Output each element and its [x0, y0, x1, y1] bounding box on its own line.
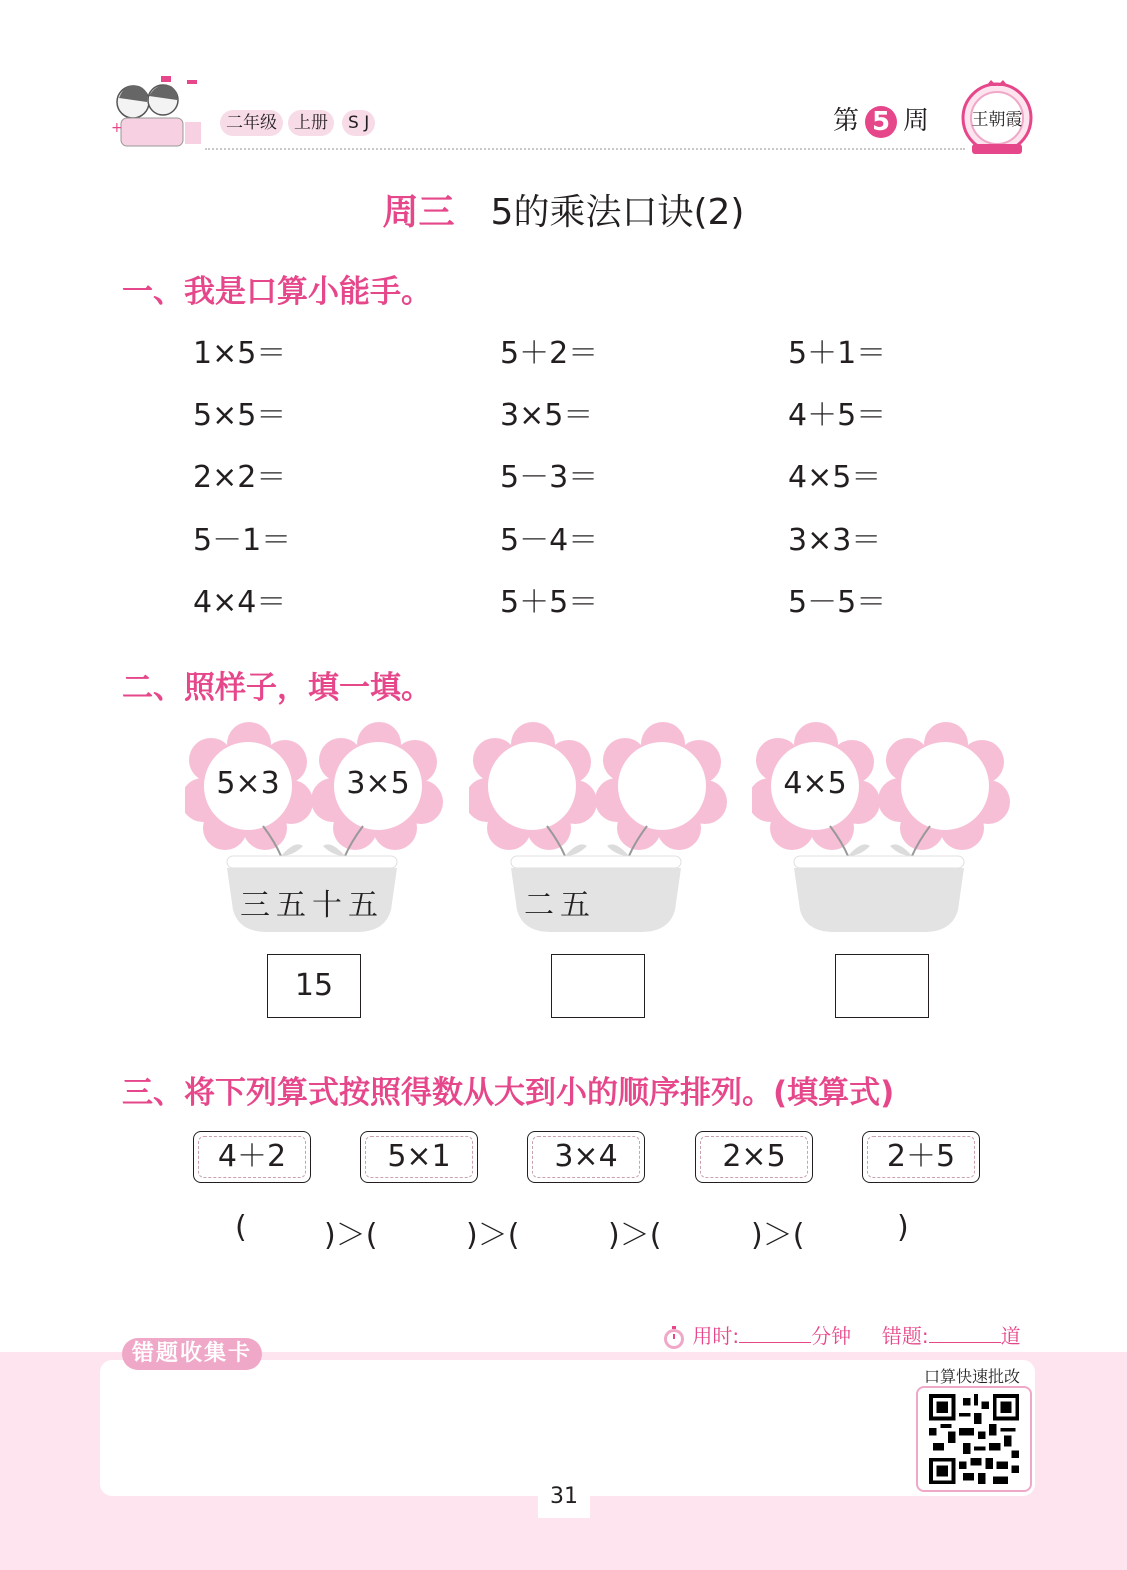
answer-box[interactable]: 15	[267, 954, 361, 1018]
title-topic: 5的乘法口诀(2)	[490, 192, 745, 233]
expression-text: 3×4	[532, 1136, 640, 1178]
stopwatch-icon	[662, 1326, 686, 1350]
problem: 5－5＝	[788, 585, 887, 620]
flower-expression: 5×3	[216, 766, 280, 801]
answer-box[interactable]	[551, 954, 645, 1018]
order-bracket: )＞(	[751, 1218, 805, 1253]
title-day: 周三	[382, 192, 455, 233]
flower-pot-illustration	[752, 722, 1012, 937]
problem: 4×5＝	[788, 460, 882, 495]
section1-heading: 一、我是口算小能手。	[122, 274, 432, 310]
expression-card	[695, 1131, 813, 1183]
errors-unit: 道	[1000, 1324, 1021, 1348]
week-prefix: 第	[833, 106, 860, 136]
flower-pot-illustration	[469, 722, 729, 937]
time-unit: 分钟	[811, 1324, 852, 1348]
problem: 5＋5＝	[500, 585, 599, 620]
problem: 5－3＝	[500, 460, 599, 495]
problem: 5＋1＝	[788, 336, 887, 371]
expression-card	[360, 1131, 478, 1183]
expression-card	[527, 1131, 645, 1183]
order-bracket: )＞(	[608, 1218, 662, 1253]
expression-card	[193, 1131, 311, 1183]
mistake-card-title: 错题收集卡	[122, 1338, 262, 1370]
errors-blank[interactable]	[929, 1340, 1001, 1343]
grade-tag: 二年级	[220, 110, 283, 136]
problem: 5＋2＝	[500, 336, 599, 371]
order-bracket: (	[235, 1210, 247, 1245]
problem: 1×5＝	[193, 336, 287, 371]
expression-text: 2＋5	[867, 1136, 975, 1178]
problem: 5×5＝	[193, 398, 287, 433]
kids-illustration	[105, 72, 205, 154]
order-bracket: )＞(	[466, 1218, 520, 1253]
pot-rhyme: 二五	[524, 888, 596, 923]
answer-box[interactable]	[835, 954, 929, 1018]
time-blank[interactable]	[739, 1340, 811, 1343]
qr-code-icon	[926, 1394, 1022, 1484]
expression-text: 2×5	[700, 1136, 808, 1178]
brand-seal-logo	[958, 78, 1036, 160]
week-number-badge: 5	[865, 106, 897, 138]
problem: 3×3＝	[788, 523, 882, 558]
svg-text:+: +	[111, 120, 123, 136]
timing-record	[662, 1320, 1021, 1350]
header-divider	[205, 148, 965, 150]
section3-heading: 三、将下列算式按照得数从大到小的顺序排列。(填算式)	[122, 1075, 895, 1111]
flower-expression: 3×5	[346, 766, 410, 801]
problem: 3×5＝	[500, 398, 594, 433]
problem: 5－1＝	[193, 523, 292, 558]
problem: 5－4＝	[500, 523, 599, 558]
week-suffix: 周	[903, 106, 930, 136]
qr-frame	[916, 1386, 1032, 1492]
order-bracket: )＞(	[324, 1218, 378, 1253]
section2-heading: 二、照样子，填一填。	[122, 670, 432, 706]
expression-text: 4＋2	[198, 1136, 306, 1178]
edition-tag: S J	[342, 110, 375, 136]
order-bracket: )	[897, 1210, 909, 1245]
problem: 4＋5＝	[788, 398, 887, 433]
svg-text:王朝霞: 王朝霞	[971, 110, 1023, 130]
qr-code-panel[interactable]	[912, 1362, 1032, 1492]
flower-expression: 4×5	[783, 766, 847, 801]
problem: 2×2＝	[193, 460, 287, 495]
volume-tag: 上册	[288, 110, 334, 136]
week-label	[833, 100, 929, 138]
page-title	[0, 184, 1127, 235]
expression-card	[862, 1131, 980, 1183]
problem: 4×4＝	[193, 585, 287, 620]
page-number: 31	[538, 1474, 590, 1518]
expression-text: 5×1	[365, 1136, 473, 1178]
time-label: 用时:	[692, 1324, 740, 1348]
pot-rhyme: 三五十五	[240, 888, 384, 923]
errors-label: 错题:	[881, 1324, 929, 1348]
qr-caption: 口算快速批改	[923, 1367, 1020, 1386]
